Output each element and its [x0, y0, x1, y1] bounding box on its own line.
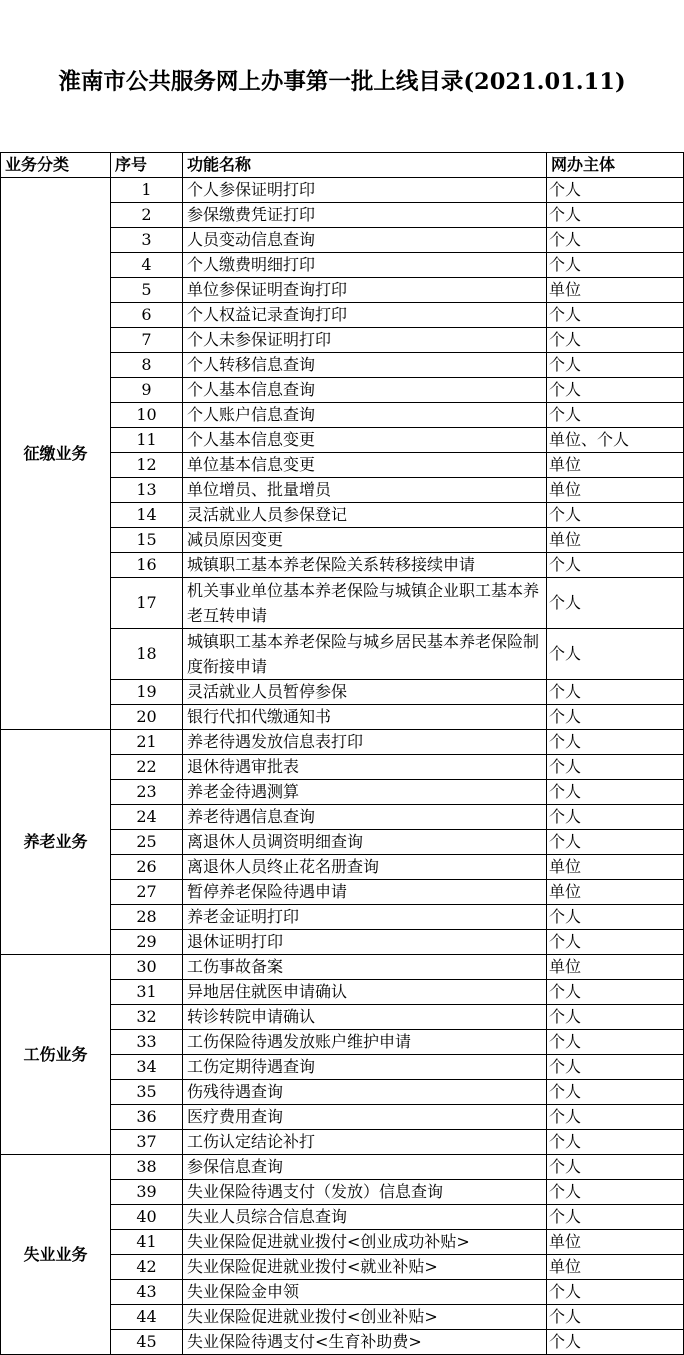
function-name-cell: 银行代扣代缴通知书 — [183, 705, 547, 730]
seq-cell: 2 — [111, 203, 183, 228]
function-name-cell: 养老金待遇测算 — [183, 780, 547, 805]
seq-cell: 44 — [111, 1305, 183, 1330]
function-name-cell: 失业保险促进就业拨付<就业补贴> — [183, 1255, 547, 1280]
entity-cell: 个人 — [547, 730, 684, 755]
header-category: 业务分类 — [1, 153, 111, 178]
function-name-cell: 养老待遇信息查询 — [183, 805, 547, 830]
entity-cell: 单位 — [547, 1255, 684, 1280]
seq-cell: 3 — [111, 228, 183, 253]
seq-cell: 18 — [111, 629, 183, 680]
entity-cell: 单位 — [547, 453, 684, 478]
function-name-cell: 个人基本信息查询 — [183, 378, 547, 403]
entity-cell: 个人 — [547, 1330, 684, 1355]
function-name-cell: 灵活就业人员暂停参保 — [183, 680, 547, 705]
seq-cell: 17 — [111, 578, 183, 629]
seq-cell: 36 — [111, 1105, 183, 1130]
seq-cell: 12 — [111, 453, 183, 478]
seq-cell: 34 — [111, 1055, 183, 1080]
entity-cell: 个人 — [547, 755, 684, 780]
entity-cell: 个人 — [547, 228, 684, 253]
seq-cell: 13 — [111, 478, 183, 503]
seq-cell: 4 — [111, 253, 183, 278]
function-name-cell: 失业保险促进就业拨付<创业补贴> — [183, 1305, 547, 1330]
function-name-cell: 工伤认定结论补打 — [183, 1130, 547, 1155]
seq-cell: 24 — [111, 805, 183, 830]
function-name-cell: 城镇职工基本养老保险与城乡居民基本养老保险制度衔接申请 — [183, 629, 547, 680]
function-name-cell: 单位增员、批量增员 — [183, 478, 547, 503]
seq-cell: 16 — [111, 553, 183, 578]
function-name-cell: 人员变动信息查询 — [183, 228, 547, 253]
function-name-cell: 失业保险促进就业拨付<创业成功补贴> — [183, 1230, 547, 1255]
entity-cell: 个人 — [547, 1155, 684, 1180]
entity-cell: 单位 — [547, 855, 684, 880]
function-name-cell: 暂停养老保险待遇申请 — [183, 880, 547, 905]
entity-cell: 单位 — [547, 880, 684, 905]
function-name-cell: 减员原因变更 — [183, 528, 547, 553]
seq-cell: 15 — [111, 528, 183, 553]
function-name-cell: 养老金证明打印 — [183, 905, 547, 930]
entity-cell: 个人 — [547, 905, 684, 930]
function-name-cell: 机关事业单位基本养老保险与城镇企业职工基本养老互转申请 — [183, 578, 547, 629]
category-cell: 征缴业务 — [1, 178, 111, 730]
seq-cell: 28 — [111, 905, 183, 930]
seq-cell: 27 — [111, 880, 183, 905]
function-name-cell: 参保信息查询 — [183, 1155, 547, 1180]
page-title: 淮南市公共服务网上办事第一批上线目录(2021.01.11) — [58, 69, 626, 95]
seq-cell: 25 — [111, 830, 183, 855]
function-name-cell: 单位参保证明查询打印 — [183, 278, 547, 303]
seq-cell: 11 — [111, 428, 183, 453]
function-name-cell: 离退休人员终止花名册查询 — [183, 855, 547, 880]
entity-cell: 个人 — [547, 353, 684, 378]
function-name-cell: 失业保险待遇支付（发放）信息查询 — [183, 1180, 547, 1205]
entity-cell: 个人 — [547, 253, 684, 278]
function-name-cell: 失业人员综合信息查询 — [183, 1205, 547, 1230]
function-name-cell: 个人转移信息查询 — [183, 353, 547, 378]
entity-cell: 个人 — [547, 1005, 684, 1030]
seq-cell: 43 — [111, 1280, 183, 1305]
seq-cell: 39 — [111, 1180, 183, 1205]
entity-cell: 个人 — [547, 553, 684, 578]
function-name-cell: 养老待遇发放信息表打印 — [183, 730, 547, 755]
function-name-cell: 灵活就业人员参保登记 — [183, 503, 547, 528]
entity-cell: 个人 — [547, 930, 684, 955]
entity-cell: 个人 — [547, 805, 684, 830]
seq-cell: 26 — [111, 855, 183, 880]
seq-cell: 41 — [111, 1230, 183, 1255]
entity-cell: 个人 — [547, 378, 684, 403]
function-name-cell: 个人基本信息变更 — [183, 428, 547, 453]
header-entity: 网办主体 — [547, 153, 684, 178]
entity-cell: 个人 — [547, 1080, 684, 1105]
function-name-cell: 工伤保险待遇发放账户维护申请 — [183, 1030, 547, 1055]
category-cell: 失业业务 — [1, 1155, 111, 1355]
entity-cell: 单位 — [547, 478, 684, 503]
entity-cell: 个人 — [547, 1055, 684, 1080]
entity-cell: 单位 — [547, 528, 684, 553]
header-row — [1, 153, 684, 178]
header-name: 功能名称 — [183, 153, 547, 178]
entity-cell: 个人 — [547, 178, 684, 203]
seq-cell: 40 — [111, 1205, 183, 1230]
function-name-cell: 转诊转院申请确认 — [183, 1005, 547, 1030]
entity-cell: 单位、个人 — [547, 428, 684, 453]
entity-cell: 个人 — [547, 203, 684, 228]
function-name-cell: 失业保险金申领 — [183, 1280, 547, 1305]
seq-cell: 19 — [111, 680, 183, 705]
entity-cell: 个人 — [547, 578, 684, 629]
seq-cell: 1 — [111, 178, 183, 203]
seq-cell: 21 — [111, 730, 183, 755]
seq-cell: 42 — [111, 1255, 183, 1280]
entity-cell: 个人 — [547, 1305, 684, 1330]
table-row — [1, 730, 684, 755]
entity-cell: 个人 — [547, 1130, 684, 1155]
function-name-cell: 个人参保证明打印 — [183, 178, 547, 203]
seq-cell: 30 — [111, 955, 183, 980]
seq-cell: 22 — [111, 755, 183, 780]
entity-cell: 单位 — [547, 1230, 684, 1255]
seq-cell: 14 — [111, 503, 183, 528]
entity-cell: 个人 — [547, 1205, 684, 1230]
seq-cell: 37 — [111, 1130, 183, 1155]
function-name-cell: 离退休人员调资明细查询 — [183, 830, 547, 855]
seq-cell: 31 — [111, 980, 183, 1005]
seq-cell: 38 — [111, 1155, 183, 1180]
seq-cell: 23 — [111, 780, 183, 805]
entity-cell: 个人 — [547, 1030, 684, 1055]
entity-cell: 单位 — [547, 955, 684, 980]
seq-cell: 6 — [111, 303, 183, 328]
seq-cell: 35 — [111, 1080, 183, 1105]
function-name-cell: 城镇职工基本养老保险关系转移接续申请 — [183, 553, 547, 578]
entity-cell: 个人 — [547, 403, 684, 428]
function-name-cell: 伤残待遇查询 — [183, 1080, 547, 1105]
entity-cell: 个人 — [547, 705, 684, 730]
seq-cell: 9 — [111, 378, 183, 403]
entity-cell: 个人 — [547, 629, 684, 680]
function-name-cell: 异地居住就医申请确认 — [183, 980, 547, 1005]
function-name-cell: 个人权益记录查询打印 — [183, 303, 547, 328]
function-name-cell: 退休证明打印 — [183, 930, 547, 955]
function-name-cell: 医疗费用查询 — [183, 1105, 547, 1130]
function-name-cell: 工伤事故备案 — [183, 955, 547, 980]
seq-cell: 32 — [111, 1005, 183, 1030]
seq-cell: 5 — [111, 278, 183, 303]
category-cell: 工伤业务 — [1, 955, 111, 1155]
entity-cell: 个人 — [547, 328, 684, 353]
category-cell: 养老业务 — [1, 730, 111, 955]
seq-cell: 45 — [111, 1330, 183, 1355]
seq-cell: 20 — [111, 705, 183, 730]
entity-cell: 个人 — [547, 1280, 684, 1305]
function-name-cell: 个人未参保证明打印 — [183, 328, 547, 353]
entity-cell: 个人 — [547, 1180, 684, 1205]
seq-cell: 29 — [111, 930, 183, 955]
table-row — [1, 1155, 684, 1180]
function-name-cell: 单位基本信息变更 — [183, 453, 547, 478]
function-name-cell: 个人缴费明细打印 — [183, 253, 547, 278]
table-body — [1, 178, 684, 1355]
entity-cell: 单位 — [547, 278, 684, 303]
function-name-cell: 参保缴费凭证打印 — [183, 203, 547, 228]
seq-cell: 33 — [111, 1030, 183, 1055]
header-seq: 序号 — [111, 153, 183, 178]
function-name-cell: 个人账户信息查询 — [183, 403, 547, 428]
entity-cell: 个人 — [547, 503, 684, 528]
table-row — [1, 955, 684, 980]
entity-cell: 个人 — [547, 303, 684, 328]
entity-cell: 个人 — [547, 830, 684, 855]
seq-cell: 8 — [111, 353, 183, 378]
catalog-table — [0, 152, 684, 1355]
entity-cell: 个人 — [547, 980, 684, 1005]
entity-cell: 个人 — [547, 780, 684, 805]
function-name-cell: 失业保险待遇支付<生育补助费> — [183, 1330, 547, 1355]
function-name-cell: 退休待遇审批表 — [183, 755, 547, 780]
entity-cell: 个人 — [547, 1105, 684, 1130]
table-row — [1, 178, 684, 203]
entity-cell: 个人 — [547, 680, 684, 705]
seq-cell: 10 — [111, 403, 183, 428]
seq-cell: 7 — [111, 328, 183, 353]
function-name-cell: 工伤定期待遇查询 — [183, 1055, 547, 1080]
